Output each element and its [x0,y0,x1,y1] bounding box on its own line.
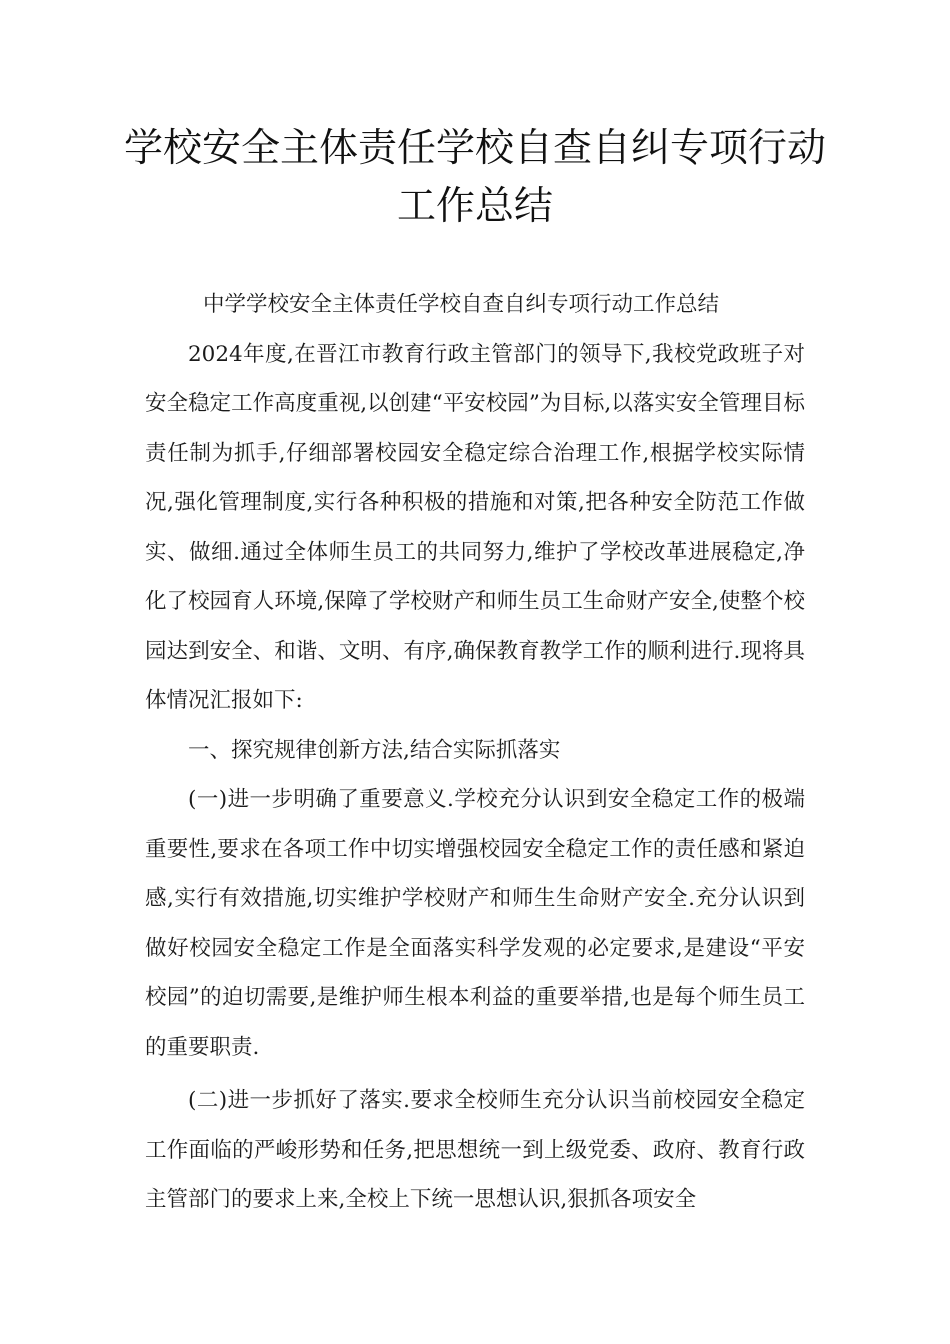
section-heading-1: 一、探究规律创新方法,结合实际抓落实 [188,737,561,763]
paragraph-section-1-1: (一)进一步明确了重要意义.学校充分认识到安全稳定工作的极端重要性,要求在各项工作中切实增强校园安全稳定工作的责任感和紧迫感,实行有效措施,切实维护学校财产和师生生命财产安全.充分认识到做好校园安全稳定工作是全面落实科学发观的必定要求,是建设“平安校园”的迫切需要,是维护师生根本利益的重要举措,也是每个师生员工的重要职责. [145,787,805,1060]
document-subtitle: 中学学校安全主体责任学校自查自纠专项行动工作总结 [203,292,720,317]
paragraph-section-1-2: (二)进一步抓好了落实.要求全校师生充分认识当前校园安全稳定工作面临的严峻形势和任务,把思想统一到上级党委、政府、教育行政主管部门的要求上来,全校上下统一思想认识,狠抓各项安全 [145,1088,805,1212]
document-body [145,280,805,1225]
document-title: 学校安全主体责任学校自查自纠专项行动工作总结 [123,126,826,229]
paragraph-intro: 2024年度,在晋江市教育行政主管部门的领导下,我校党政班子对安全稳定工作高度重视,以创建“平安校园”为目标,以落实安全管理目标责任制为抓手,仔细部署校园安全稳定综合治理工作,根据学校实际情况,强化管理制度,实行各种积极的措施和对策,把各种安全防范工作做实、做细.通过全体师生员工的共同努力,维护了学校改革进展稳定,净化了校园育人环境,保障了学校财产和师生员工生命财产安全,使整个校园达到安全、和谐、文明、有序,确保教育教学工作的顺利进行.现将具体情况汇报如下: [145,341,805,713]
